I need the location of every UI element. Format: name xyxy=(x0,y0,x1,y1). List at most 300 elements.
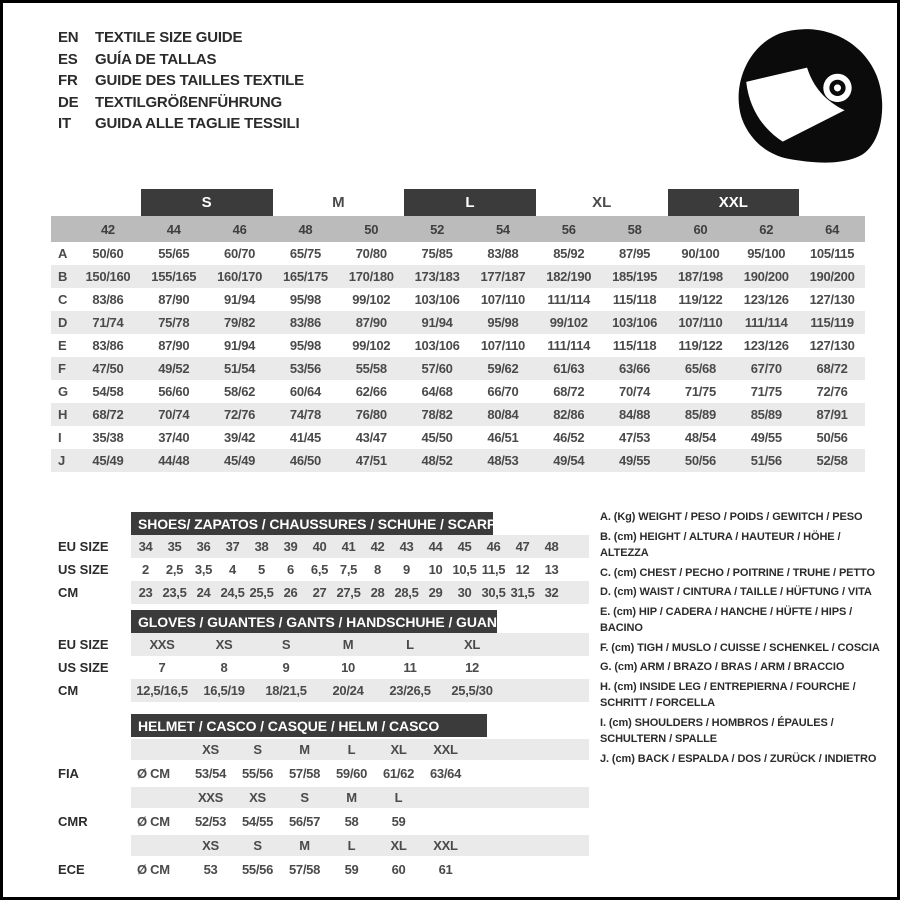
measurement-value: 57/60 xyxy=(421,361,453,376)
measurement-value: 107/110 xyxy=(480,292,525,307)
size-group-m: M xyxy=(332,194,345,211)
shoes-value: 46 xyxy=(486,539,501,554)
measurement-value: 47/50 xyxy=(92,361,124,376)
measurement-value: 75/78 xyxy=(158,315,190,330)
size-column-header: 58 xyxy=(627,221,642,237)
helmet-size-table xyxy=(58,714,593,881)
helmet-band xyxy=(131,739,589,760)
shoes-value: 38 xyxy=(254,539,269,554)
shoes-row-label: CM xyxy=(58,585,79,600)
gloves-value: XXS xyxy=(149,637,175,652)
helmet-value: 57/58 xyxy=(288,766,321,781)
shoes-value: 42 xyxy=(370,539,385,554)
shoes-value: 35 xyxy=(167,539,182,554)
measurement-value: 107/110 xyxy=(480,338,525,353)
row-label: B xyxy=(58,269,68,284)
size-group-xxl: XXL xyxy=(668,189,800,216)
language-row xyxy=(58,113,304,135)
helmet-value: 59 xyxy=(391,814,406,829)
gloves-band xyxy=(131,656,589,679)
helmet-title-row xyxy=(58,714,593,737)
helmet-row-label: ECE xyxy=(58,862,85,877)
measurement-value: 95/98 xyxy=(289,292,321,307)
measurement-value: 49/54 xyxy=(553,453,585,468)
helmet-band xyxy=(131,787,589,808)
legend-entry: C. (cm) CHEST / PECHO / POITRINE / TRUHE / PETTO xyxy=(600,566,875,579)
language-title: TEXTILE SIZE GUIDE xyxy=(95,29,243,47)
shoes-value: 5 xyxy=(258,562,265,577)
measurement-value: 51/56 xyxy=(750,453,782,468)
helmet-value: 54/55 xyxy=(241,814,274,829)
size-column-header: 54 xyxy=(495,221,510,237)
gloves-size-table xyxy=(58,610,593,702)
measurement-value: 76/80 xyxy=(355,407,387,422)
helmet-unit: Ø CM xyxy=(137,766,170,781)
measurement-value: 44/48 xyxy=(158,453,190,468)
row-label: H xyxy=(58,407,68,422)
shoes-row-label: US SIZE xyxy=(58,562,109,577)
measurement-value: 87/90 xyxy=(158,292,190,307)
measurement-value: 83/88 xyxy=(487,246,519,261)
language-row xyxy=(58,49,304,71)
gloves-row xyxy=(58,679,593,702)
measurement-value: 87/95 xyxy=(619,246,651,261)
helmet-value: 55/56 xyxy=(241,766,274,781)
language-code: IT xyxy=(58,115,71,133)
measurement-value: 190/200 xyxy=(809,269,855,284)
measurement-value: 68/72 xyxy=(92,407,124,422)
shoes-value: 23,5 xyxy=(162,585,187,600)
shoes-value: 26 xyxy=(283,585,298,600)
helmet-row xyxy=(58,785,593,810)
shoes-value: 3,5 xyxy=(194,562,213,577)
measurement-legend xyxy=(600,509,890,770)
measurement-value: 91/94 xyxy=(224,292,256,307)
measurement-value: 54/58 xyxy=(92,384,124,399)
shoes-value: 2 xyxy=(142,562,149,577)
measurement-value: 63/66 xyxy=(619,361,651,376)
size-group-s: S xyxy=(141,189,273,216)
helmet-table-title: HELMET / CASCO / CASQUE / HELM / CASCO xyxy=(131,714,487,737)
shoes-value: 6 xyxy=(287,562,294,577)
helmet-value: 53 xyxy=(203,862,218,877)
gloves-value: L xyxy=(406,637,414,652)
measurement-value: 62/66 xyxy=(355,384,387,399)
row-label: C xyxy=(58,292,68,307)
measurement-value: 37/40 xyxy=(158,430,190,445)
measurement-value: 46/51 xyxy=(487,430,519,445)
size-column-header: 50 xyxy=(364,221,379,237)
helmet-row-label xyxy=(58,833,131,858)
shoes-value: 43 xyxy=(399,539,414,554)
gloves-value: 18/21,5 xyxy=(265,683,307,698)
shoes-value: 30 xyxy=(457,585,472,600)
shoes-value: 25,5 xyxy=(249,585,274,600)
measurement-value: 111/114 xyxy=(547,338,591,353)
gloves-value: 10 xyxy=(341,660,355,675)
helmet-value: 55/56 xyxy=(241,862,274,877)
measurement-value: 170/180 xyxy=(348,269,394,284)
measurement-value: 150/160 xyxy=(85,269,131,284)
shoes-value: 45 xyxy=(457,539,472,554)
measurement-value: 55/58 xyxy=(355,361,387,376)
measurement-value: 50/60 xyxy=(92,246,124,261)
measurement-value: 68/72 xyxy=(553,384,585,399)
measurement-value: 45/49 xyxy=(92,453,124,468)
helmet-band xyxy=(131,858,589,881)
measurement-value: 107/110 xyxy=(678,315,723,330)
measurement-value: 127/130 xyxy=(809,338,855,353)
shoes-value: 47 xyxy=(515,539,530,554)
measurement-value: 123/126 xyxy=(743,292,789,307)
measurement-value: 53/56 xyxy=(289,361,321,376)
helmet-value: 58 xyxy=(344,814,359,829)
gloves-band xyxy=(131,633,589,656)
measurement-value: 79/82 xyxy=(224,315,256,330)
helmet-row xyxy=(58,762,593,785)
measurement-value: 78/82 xyxy=(421,407,453,422)
gloves-value: 23/26,5 xyxy=(389,683,431,698)
gloves-value: 11 xyxy=(403,660,417,675)
helmet-row xyxy=(58,737,593,762)
measurement-value: 99/102 xyxy=(549,315,588,330)
shoes-title-row xyxy=(58,512,593,535)
gloves-title-row xyxy=(58,610,593,633)
helmet-value: 61/62 xyxy=(382,766,415,781)
measurement-value: 87/91 xyxy=(816,407,848,422)
helmet-unit: Ø CM xyxy=(137,862,170,877)
helmet-value: S xyxy=(253,838,262,853)
measurement-value: 99/102 xyxy=(352,292,391,307)
shoes-band xyxy=(131,581,589,604)
measurement-value: 58/62 xyxy=(224,384,256,399)
shoes-value: 34 xyxy=(138,539,153,554)
measurement-value: 103/106 xyxy=(414,338,460,353)
helmet-row xyxy=(58,810,593,833)
language-title: GUIDA ALLE TAGLIE TESSILI xyxy=(95,115,300,133)
measurement-value: 85/89 xyxy=(750,407,782,422)
language-code: DE xyxy=(58,93,79,111)
gloves-row xyxy=(58,656,593,679)
helmet-value: 63/64 xyxy=(429,766,462,781)
measurement-value: 59/62 xyxy=(487,361,519,376)
shoes-value: 10,5 xyxy=(452,562,477,577)
shoes-value: 4 xyxy=(229,562,236,577)
bottom-tables xyxy=(58,512,593,881)
measurement-value: 71/75 xyxy=(750,384,782,399)
helmet-value: XXS xyxy=(197,790,224,805)
size-column-header: 42 xyxy=(100,221,115,237)
measurement-value: 39/42 xyxy=(224,430,256,445)
gloves-band xyxy=(131,679,589,702)
shoes-value: 37 xyxy=(225,539,240,554)
row-label: I xyxy=(58,430,62,445)
measurement-value: 71/75 xyxy=(684,384,716,399)
measurement-value: 47/53 xyxy=(619,430,651,445)
measurement-value: 80/84 xyxy=(487,407,519,422)
size-column-header: 52 xyxy=(430,221,445,237)
legend-entry: J. (cm) BACK / ESPALDA / DOS / ZURÜCK / INDIETRO xyxy=(600,752,877,765)
helmet-value: 61 xyxy=(438,862,453,877)
helmet-band xyxy=(131,762,589,785)
size-column-header: 46 xyxy=(232,221,247,237)
measurement-row-a xyxy=(51,242,865,265)
measurement-value: 46/52 xyxy=(553,430,585,445)
language-row xyxy=(58,92,304,114)
size-column-header: 44 xyxy=(166,221,181,237)
measurement-value: 41/45 xyxy=(289,430,321,445)
shoes-value: 11,5 xyxy=(481,562,506,577)
legend-entry: I. (cm) SHOULDERS / HOMBROS / ÉPAULES / SCHULTERN / SPALLE xyxy=(600,716,834,745)
size-column-header: 48 xyxy=(298,221,313,237)
helmet-band xyxy=(131,835,589,856)
helmet-unit: Ø CM xyxy=(137,814,170,829)
measurement-value: 50/56 xyxy=(816,430,848,445)
measurement-value: 65/68 xyxy=(684,361,716,376)
measurement-value: 67/70 xyxy=(750,361,782,376)
measurement-value: 111/114 xyxy=(547,292,591,307)
shoes-value: 9 xyxy=(403,562,410,577)
shoes-value: 36 xyxy=(196,539,211,554)
measurement-value: 46/50 xyxy=(289,453,321,468)
shoes-value: 8 xyxy=(374,562,381,577)
shoes-row xyxy=(58,558,593,581)
measurement-value: 85/89 xyxy=(684,407,716,422)
helmet-value: L xyxy=(394,790,403,805)
size-group-l: L xyxy=(404,189,536,216)
helmet-value: M xyxy=(299,838,310,853)
helmet-value: XL xyxy=(390,838,407,853)
helmet-value: 53/54 xyxy=(194,766,227,781)
helmet-band xyxy=(131,810,589,833)
row-label: G xyxy=(58,384,68,399)
measurement-value: 71/74 xyxy=(92,315,124,330)
language-title-list xyxy=(58,27,304,135)
shoes-value: 24 xyxy=(196,585,211,600)
measurement-value: 155/165 xyxy=(151,269,197,284)
measurement-value: 123/126 xyxy=(743,338,789,353)
shoes-row xyxy=(58,581,593,604)
measurement-value: 87/90 xyxy=(158,338,190,353)
row-label: J xyxy=(58,453,65,468)
helmet-value: XXL xyxy=(433,742,458,757)
helmet-value: 59/60 xyxy=(335,766,368,781)
measurement-value: 165/175 xyxy=(282,269,328,284)
gloves-value: S xyxy=(281,637,291,652)
helmet-row xyxy=(58,858,593,881)
language-code: ES xyxy=(58,50,78,68)
measurement-value: 90/100 xyxy=(681,246,720,261)
size-column-header: 64 xyxy=(825,221,840,237)
gloves-value: 16,5/19 xyxy=(203,683,245,698)
helmet-value: 59 xyxy=(344,862,359,877)
measurement-value: 48/54 xyxy=(684,430,716,445)
measurement-value: 72/76 xyxy=(816,384,848,399)
measurement-value: 52/58 xyxy=(816,453,848,468)
shoes-value: 30,5 xyxy=(481,585,506,600)
measurement-value: 47/51 xyxy=(355,453,387,468)
helmet-value: 52/53 xyxy=(194,814,227,829)
shoes-value: 44 xyxy=(428,539,443,554)
helmet-row-label xyxy=(58,737,131,762)
measurement-row-b xyxy=(51,265,865,288)
measurement-value: 83/86 xyxy=(289,315,321,330)
size-column-header: 56 xyxy=(561,221,576,237)
gloves-value: 9 xyxy=(282,660,290,675)
shoes-value: 28,5 xyxy=(394,585,419,600)
helmet-icon xyxy=(719,23,887,165)
helmet-value: M xyxy=(346,790,357,805)
helmet-value: S xyxy=(253,742,262,757)
legend-entry: B. (cm) HEIGHT / ALTURA / HAUTEUR / HÖHE / ALTEZZA xyxy=(600,530,841,559)
measurement-value: 70/74 xyxy=(158,407,190,422)
legend-entry: F. (cm) TIGH / MUSLO / CUISSE / SCHENKEL / COSCIA xyxy=(600,641,880,654)
spacer xyxy=(58,610,131,633)
measurement-value: 51/54 xyxy=(224,361,256,376)
gloves-row-label: EU SIZE xyxy=(58,637,109,652)
helmet-value: XS xyxy=(249,790,266,805)
shoes-value: 39 xyxy=(283,539,298,554)
measurement-value: 99/102 xyxy=(352,338,391,353)
size-group-xl: XL xyxy=(592,194,612,211)
shoes-value: 12 xyxy=(515,562,530,577)
row-label: F xyxy=(58,361,66,376)
gloves-row xyxy=(58,633,593,656)
language-title: GUIDE DES TAILLES TEXTILE xyxy=(95,72,304,90)
shoes-value: 6,5 xyxy=(310,562,329,577)
measurement-value: 83/86 xyxy=(92,338,124,353)
gloves-value: 12,5/16,5 xyxy=(136,683,188,698)
measurement-value: 45/50 xyxy=(421,430,453,445)
gloves-value: 20/24 xyxy=(332,683,364,698)
language-row xyxy=(58,70,304,92)
row-label: D xyxy=(58,315,68,330)
measurement-row-h xyxy=(51,403,865,426)
shoes-band xyxy=(131,535,589,558)
shoes-value: 7,5 xyxy=(339,562,358,577)
measurement-value: 105/115 xyxy=(809,246,855,261)
legend-entry: D. (cm) WAIST / CINTURA / TAILLE / HÜFTUNG / VITA xyxy=(600,586,872,598)
measurement-value: 75/85 xyxy=(421,246,453,261)
measurement-value: 95/98 xyxy=(487,315,519,330)
legend-entry: A. (Kg) WEIGHT / PESO / POIDS / GEWITCH / PESO xyxy=(600,511,863,523)
measurement-value: 185/195 xyxy=(612,269,658,284)
measurement-value: 56/60 xyxy=(158,384,190,399)
shoes-row xyxy=(58,535,593,558)
measurement-value: 91/94 xyxy=(421,315,453,330)
measurement-row-i xyxy=(51,426,865,449)
helmet-value: S xyxy=(300,790,309,805)
measurement-value: 70/74 xyxy=(619,384,651,399)
gloves-value: XL xyxy=(463,637,480,652)
measurement-value: 173/183 xyxy=(414,269,460,284)
shoes-value: 2,5 xyxy=(165,562,184,577)
measurement-value: 85/92 xyxy=(553,246,585,261)
shoes-value: 27,5 xyxy=(336,585,361,600)
measurement-value: 70/80 xyxy=(355,246,387,261)
shoes-value: 27 xyxy=(312,585,327,600)
language-title: TEXTILGRÖßENFÜHRUNG xyxy=(95,93,283,111)
gloves-row-label: CM xyxy=(58,683,79,698)
shoes-band xyxy=(131,558,589,581)
measurement-value: 49/55 xyxy=(619,453,651,468)
measurement-value: 60/70 xyxy=(224,246,256,261)
measurement-value: 55/65 xyxy=(158,246,190,261)
gloves-value: XS xyxy=(215,637,233,652)
measurement-value: 49/55 xyxy=(750,430,782,445)
measurement-value: 65/75 xyxy=(289,246,321,261)
helmet-value: XL xyxy=(390,742,407,757)
measurement-row-g xyxy=(51,380,865,403)
measurement-value: 103/106 xyxy=(414,292,460,307)
shoes-value: 10 xyxy=(428,562,443,577)
size-column-header: 62 xyxy=(759,221,774,237)
measurement-value: 68/72 xyxy=(816,361,848,376)
measurement-value: 111/114 xyxy=(744,315,788,330)
gloves-value: 7 xyxy=(158,660,166,675)
language-code: FR xyxy=(58,72,78,90)
measurement-value: 61/63 xyxy=(553,361,585,376)
shoes-value: 41 xyxy=(341,539,356,554)
measurement-value: 43/47 xyxy=(355,430,387,445)
measurement-value: 83/86 xyxy=(92,292,124,307)
helmet-value: XXL xyxy=(433,838,458,853)
measurement-value: 119/122 xyxy=(678,292,723,307)
measurement-value: 103/106 xyxy=(612,315,658,330)
gloves-value: 8 xyxy=(220,660,228,675)
language-title: GUÍA DE TALLAS xyxy=(95,50,217,68)
row-label: E xyxy=(58,338,67,353)
measurement-value: 182/190 xyxy=(546,269,592,284)
language-row xyxy=(58,27,304,49)
shoes-table-title: SHOES/ ZAPATOS / CHAUSSURES / SCHUHE / SCARPE xyxy=(131,512,493,535)
shoes-row-label: EU SIZE xyxy=(58,539,109,554)
helmet-value: L xyxy=(347,838,356,853)
measurement-value: 160/170 xyxy=(217,269,263,284)
measurement-value: 60/64 xyxy=(289,384,321,399)
helmet-value: M xyxy=(299,742,310,757)
shoes-value: 13 xyxy=(544,562,559,577)
shoes-size-table xyxy=(58,512,593,604)
measurement-row-d xyxy=(51,311,865,334)
measurement-value: 87/90 xyxy=(355,315,387,330)
gloves-table-title: GLOVES / GUANTES / GANTS / HANDSCHUHE / GUANTI xyxy=(131,610,497,633)
shoes-value: 24,5 xyxy=(220,585,245,600)
gloves-row-label: US SIZE xyxy=(58,660,109,675)
legend-entry: E. (cm) HIP / CADERA / HANCHE / HÜFTE / HIPS / BACINO xyxy=(600,605,853,634)
helmet-value: 57/58 xyxy=(288,862,321,877)
measurement-value: 66/70 xyxy=(487,384,519,399)
shoes-value: 28 xyxy=(370,585,385,600)
measurement-rows xyxy=(51,242,865,472)
spacer xyxy=(58,512,131,535)
measurement-value: 187/198 xyxy=(677,269,723,284)
language-code: EN xyxy=(58,29,79,47)
size-group-header-row xyxy=(51,189,865,216)
measurement-value: 74/78 xyxy=(289,407,321,422)
measurement-row-c xyxy=(51,288,865,311)
measurement-value: 82/86 xyxy=(553,407,585,422)
measurement-value: 127/130 xyxy=(809,292,855,307)
shoes-value: 48 xyxy=(544,539,559,554)
measurement-value: 48/53 xyxy=(487,453,519,468)
shoes-value: 31,5 xyxy=(510,585,535,600)
measurement-value: 48/52 xyxy=(421,453,453,468)
shoes-value: 32 xyxy=(544,585,559,600)
measurement-value: 91/94 xyxy=(224,338,256,353)
measurement-row-f xyxy=(51,357,865,380)
measurement-value: 45/49 xyxy=(224,453,256,468)
